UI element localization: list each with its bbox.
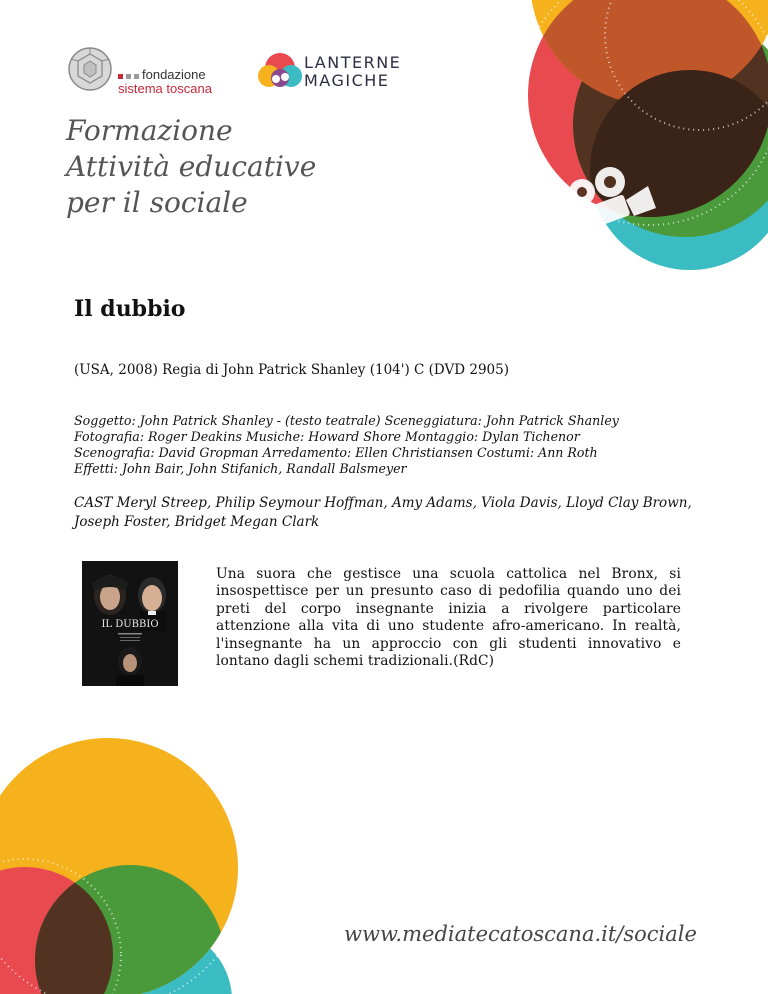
film-synopsis: Una suora che gestisce una scuola cattolica nel Bronx, si insospettisce per un presunto caso di pedofilia quando uno dei preti del corpo insegnante inizia a rivolgere particolare attenzione alla vita di uno studente afro-americano. In realtà, l'insegnante ha un approccio con gli studenti innovativo e lontano dagli schemi tradizionali.(RdC) xyxy=(216,566,681,670)
fondazione-sistema-toscana-logo xyxy=(66,46,236,98)
polyhedron-icon xyxy=(66,46,114,92)
film-poster xyxy=(82,561,178,686)
fondazione-label: fondazione xyxy=(142,67,206,82)
tagline-line: Attività educative xyxy=(66,150,317,183)
lanterne-label: LANTERNE xyxy=(304,53,402,72)
website-url[interactable]: www.mediatecatoscana.it/sociale xyxy=(344,922,697,946)
film-meta: (USA, 2008) Regia di John Patrick Shanley (104') C (DVD 2905) xyxy=(74,362,509,378)
film-title: Il dubbio xyxy=(74,296,186,322)
tagline-line: Formazione xyxy=(66,114,233,147)
lanterne-magiche-logo xyxy=(256,50,402,96)
credits-line: Effetti: John Bair, John Stifanich, Randall Balsmeyer xyxy=(74,461,407,476)
film-cast: CAST Meryl Streep, Philip Seymour Hoffman, Amy Adams, Viola Davis, Lloyd Clay Brown, Joseph Foster, Bridget Megan Clark xyxy=(74,495,692,530)
poster-image xyxy=(82,561,178,686)
section-tagline xyxy=(66,113,316,221)
credits-line: Fotografia: Roger Deakins Musiche: Howard Shore Montaggio: Dylan Tichenor xyxy=(74,429,580,444)
tagline-line: per il sociale xyxy=(66,186,248,219)
credits-line: Scenografia: David Gropman Arredamento: Ellen Christiansen Costumi: Ann Roth xyxy=(74,445,598,460)
film-credits xyxy=(74,413,694,477)
poster-title: IL DUBBIO xyxy=(101,619,159,630)
lanterne-magiche-icon xyxy=(256,50,304,94)
sistema-toscana-label: sistema toscana xyxy=(118,81,212,96)
magiche-label: MAGICHE xyxy=(304,71,390,90)
credits-line: Soggetto: John Patrick Shanley - (testo teatrale) Sceneggiatura: John Patrick Shanley xyxy=(74,413,619,428)
